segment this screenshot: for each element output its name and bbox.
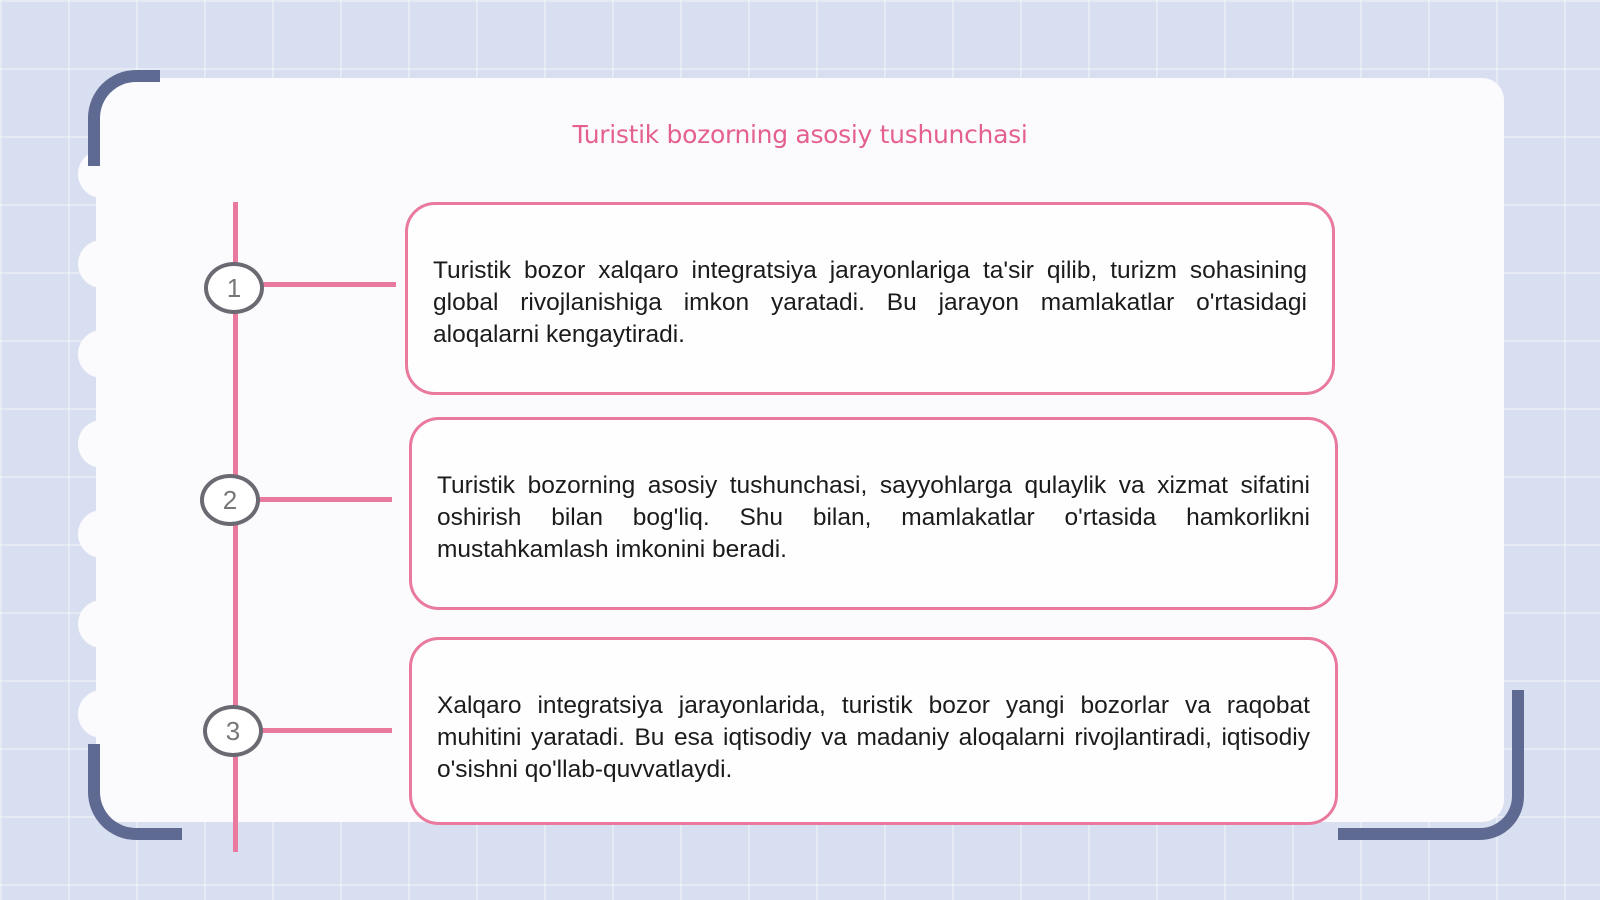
step-card-2: [409, 417, 1338, 610]
step-card-1-text: Turistik bozor xalqaro integratsiya jarayonlariga ta'sir qilib, turizm sohasining global rivojlanishiga imkon yaratadi. Bu jarayon mamlakatlar o'rtasidagi aloqalarni kengaytiradi.: [433, 257, 1307, 348]
frame-corner-bottom-left: [88, 744, 182, 840]
timeline-connector-2: [238, 497, 392, 502]
paper-scallop: [78, 240, 126, 288]
step-number-1: 1: [204, 262, 264, 314]
step-number-3: 3: [203, 705, 263, 757]
slide-title: Turistik bozorning asosiy tushunchasi: [572, 120, 1028, 149]
paper-scallop: [78, 330, 126, 378]
step-card-2-text: Turistik bozorning asosiy tushunchasi, sayyohlarga qulaylik va xizmat sifatini oshirish bilan bog'liq. Shu bilan, mamlakatlar o'rtasida hamkorlikni mustahkamlash imkonini beradi.: [437, 472, 1310, 563]
paper-scallop: [78, 510, 126, 558]
step-card-3: [409, 637, 1338, 825]
step-card-3-text: Xalqaro integratsiya jarayonlarida, turistik bozor yangi bozorlar va raqobat muhitini yaratadi. Bu esa iqtisodiy va madaniy aloqalarni rivojlantiradi, iqtisodiy o'sishni qo'llab-quvvatlaydi.: [437, 692, 1310, 783]
step-card-1: [405, 202, 1335, 395]
paper-scallop: [78, 600, 126, 648]
paper-scallop: [78, 690, 126, 738]
frame-corner-bottom-right: [1338, 690, 1524, 840]
paper-scallop: [78, 420, 126, 468]
step-number-2: 2: [200, 474, 260, 526]
frame-corner-top-left: [88, 70, 160, 166]
